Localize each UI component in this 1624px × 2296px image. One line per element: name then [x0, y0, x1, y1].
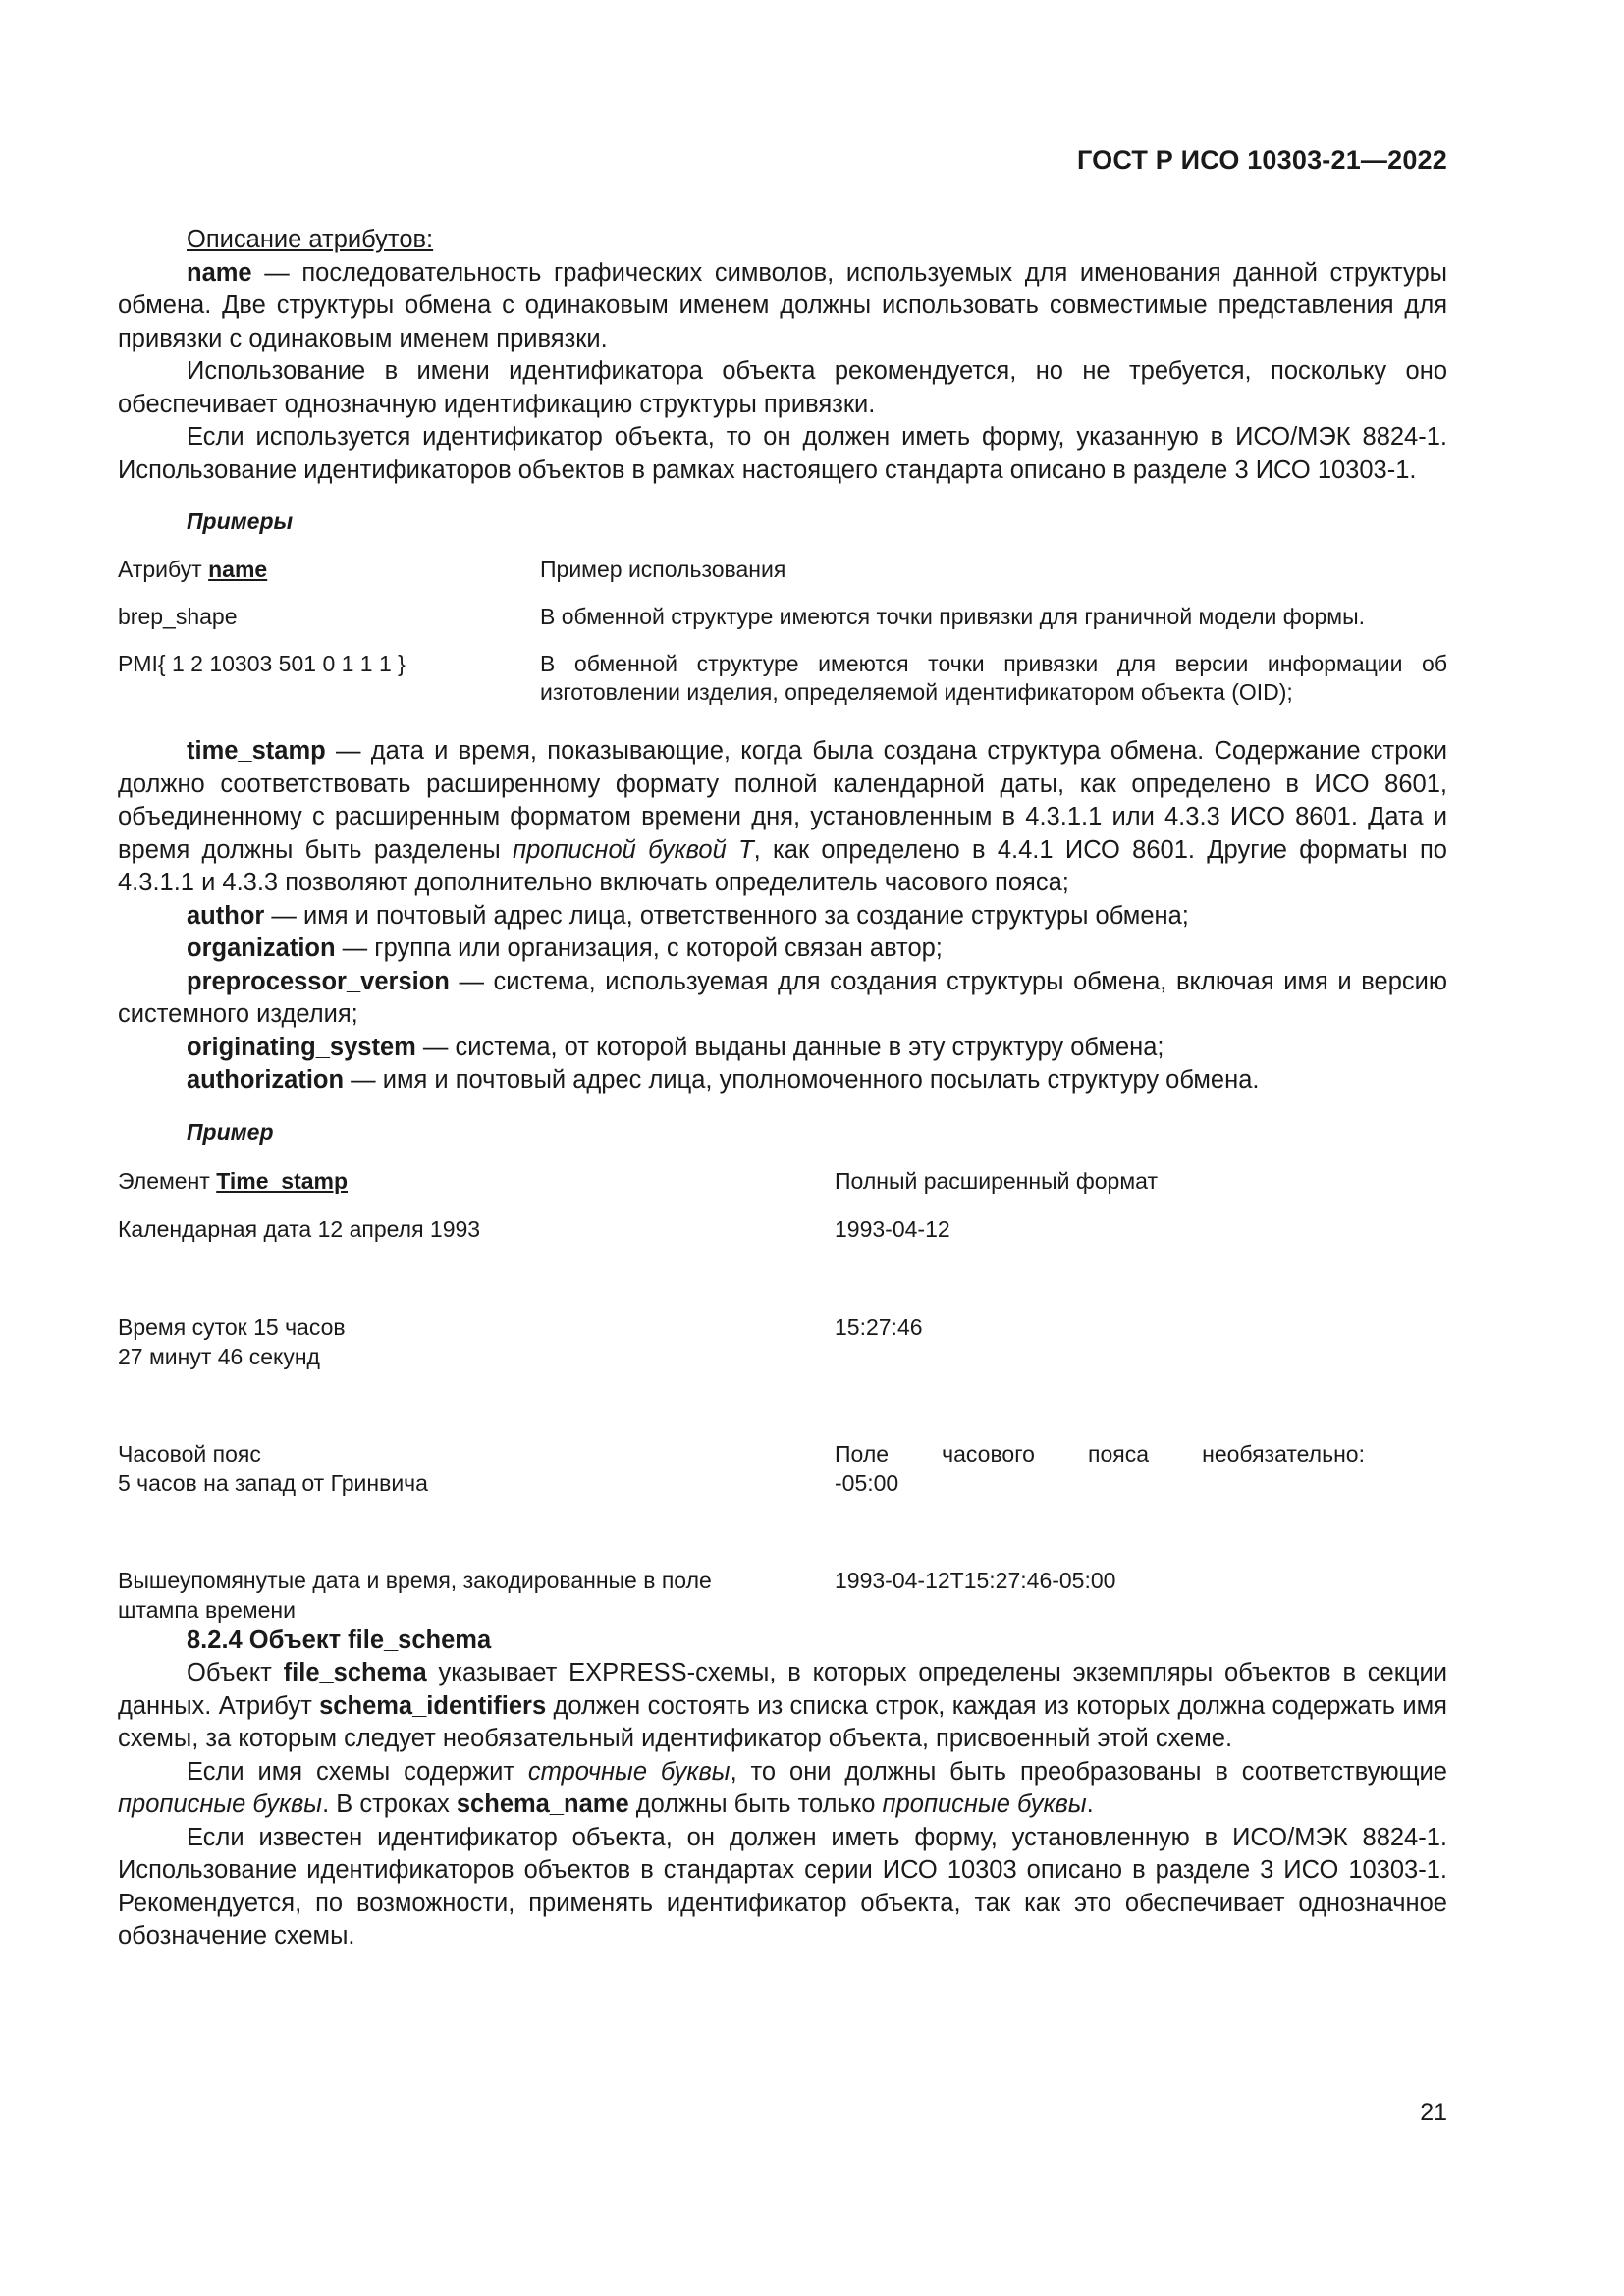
table-header-right: Полный расширенный формат — [835, 1167, 1158, 1194]
document-code-header: ГОСТ Р ИСО 10303-21—2022 — [1077, 145, 1447, 175]
table-cell: 15:27:46 — [835, 1313, 923, 1340]
table-row — [118, 1312, 1447, 1371]
paragraph-author: author — имя и почтовый адрес лица, ответственного за создание структуры обмена; — [187, 901, 1189, 930]
table-cell: 1993-04-12 — [835, 1215, 950, 1242]
table-cell: PMI{ 1 2 10303 501 0 1 1 1 } — [118, 651, 406, 676]
table-cell: Время суток 15 часов 27 минут 46 секунд — [118, 1313, 346, 1369]
table-cell: Часовой пояс 5 часов на запад от Гринвича — [118, 1440, 428, 1496]
table-row — [118, 1166, 1447, 1196]
table-row — [118, 650, 1447, 707]
table-row — [118, 1214, 1447, 1244]
table-cell: В обменной структуре имеются точки привязки для граничной модели формы. — [540, 604, 1366, 629]
paragraph-name: name — последовательность графических символов, используемых для именования данной структуры обмена. Две структуры обмена с одинаковым именем должны использовать совместимые представления для привязки с одинаковым именем привязки. — [118, 258, 1447, 352]
table-cell: Вышеупомянутые дата и время, закодированные в поле штампа времени — [118, 1567, 712, 1623]
example-table-time-stamp — [118, 1166, 1447, 1625]
paragraph-file-schema-2: Если имя схемы содержит строчные буквы, то они должны быть преобразованы в соответствующие прописные буквы. В строках schema_name должны быть только прописные буквы. — [118, 1757, 1447, 1818]
table-row — [118, 1439, 1447, 1498]
paragraph-authorization: authorization — имя и почтовый адрес лица, уполномоченного посылать структуру обмена. — [187, 1066, 1260, 1094]
examples-label: Примеры — [187, 508, 294, 534]
attribute-description-title: Описание атрибутов: — [187, 226, 434, 253]
paragraph-file-schema-3: Если известен идентификатор объекта, он должен иметь форму, установленную в ИСО/МЭК 8824-1. Использование идентификаторов объектов в стандартах серии ИСО 10303 описано в разделе 3 ИСО 10303-1. Рекомендуется, по возможности, применять идентификатор объекта, так как это обеспечивает однозначное обозначение схемы. — [118, 1823, 1447, 1949]
table-row — [118, 1566, 1447, 1625]
table-cell: В обменной структуре имеются точки привязки для версии информации об изготовлении изделия, определяемой идентификатором объекта (OID); — [540, 651, 1447, 705]
paragraph-originating-system: originating_system — система, от которой выданы данные в эту структуру обмена; — [187, 1033, 1164, 1061]
paragraph-time-stamp: time_stamp — дата и время, показывающие, когда была создана структура обмена. Содержание строки должно соответствовать расширенному формату полной календарной даты, как определено в ИСО 8601, объединенному с расширенным форматом времени дня, установленным в 4.3.1.1 или 4.3.3 ИСО 8601. Дата и время должны быть разделены прописной буквой T, как определено в 4.4.1 ИСО 8601. Другие форматы по 4.3.1.1 и 4.3.3 позволяют дополнительно включать определитель часового пояса; — [118, 737, 1447, 896]
table-row — [118, 603, 1447, 631]
table-cell: Поле часового пояса необязательно: -05:00 — [835, 1440, 1365, 1496]
page-body — [118, 224, 1447, 1953]
table-cell: 1993-04-12T15:27:46-05:00 — [835, 1567, 1116, 1593]
term-name: name — [187, 258, 252, 287]
table-header-right: Пример использования — [540, 557, 786, 582]
table-header-left: Атрибут name — [118, 557, 268, 582]
table-cell: brep_shape — [118, 604, 238, 629]
table-row — [118, 556, 1447, 584]
paragraph-organization: organization — группа или организация, с которой связан автор; — [187, 934, 943, 962]
paragraph-file-schema-1: Объект file_schema указывает EXPRESS-схемы, в которых определены экземпляры объектов в секции данных. Атрибут schema_identifiers должен состоять из списка строк, каждая из которых должна содержать имя схемы, за которым следует необязательный идентификатор объекта, присвоенный этой схеме. — [118, 1659, 1447, 1752]
table-cell: Календарная дата 12 апреля 1993 — [118, 1215, 481, 1242]
paragraph-oid-form: Если используется идентификатор объекта, то он должен иметь форму, указанную в ИСО/МЭК 8824-1. Использование идентификаторов объектов в рамках настоящего стандарта описано в разделе 3 ИСО 10303-1. — [118, 423, 1447, 484]
paragraph-oid-usage: Использование в имени идентификатора объекта рекомендуется, но не требуется, поскольку оно обеспечивает однозначную идентификацию структуры привязки. — [118, 357, 1447, 418]
example-label: Пример — [187, 1118, 274, 1145]
paragraph-preprocessor-version: preprocessor_version — система, используемая для создания структуры обмена, включая имя и версию системного изделия; — [118, 967, 1447, 1028]
page-number: 21 — [1420, 2099, 1447, 2126]
table-header-left: Элемент Time_stamp — [118, 1167, 349, 1194]
section-heading-8-2-4: 8.2.4 Объект file_schema — [187, 1626, 492, 1654]
examples-table-name — [118, 556, 1447, 707]
